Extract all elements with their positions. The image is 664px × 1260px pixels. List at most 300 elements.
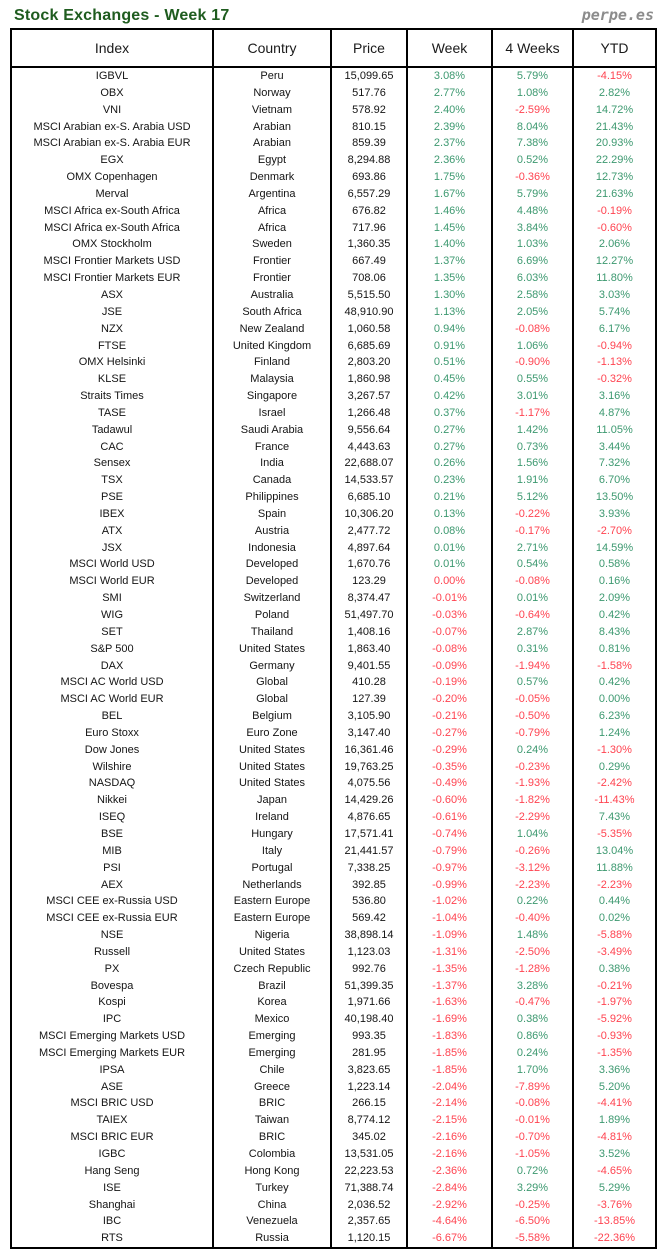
index-cell: NASDAQ xyxy=(11,775,213,792)
table-row xyxy=(11,270,656,287)
index-cell: TAIEX xyxy=(11,1112,213,1129)
country-cell: Japan xyxy=(213,792,331,809)
ytd-cell: 7.32% xyxy=(573,455,656,472)
ytd-cell: 11.88% xyxy=(573,860,656,877)
country-cell: New Zealand xyxy=(213,321,331,338)
index-cell: FTSE xyxy=(11,338,213,355)
price-cell: 8,374.47 xyxy=(331,590,407,607)
table-row xyxy=(11,556,656,573)
week-cell: 1.37% xyxy=(407,253,492,270)
country-cell: United States xyxy=(213,742,331,759)
4weeks-cell: 0.54% xyxy=(492,556,573,573)
week-cell: -1.04% xyxy=(407,910,492,927)
price-cell: 48,910.90 xyxy=(331,304,407,321)
week-cell: 0.23% xyxy=(407,472,492,489)
country-cell: Greece xyxy=(213,1079,331,1096)
country-cell: Brazil xyxy=(213,978,331,995)
country-cell: Egypt xyxy=(213,152,331,169)
ytd-cell: 2.06% xyxy=(573,236,656,253)
week-cell: -0.03% xyxy=(407,607,492,624)
price-cell: 1,120.15 xyxy=(331,1230,407,1248)
4weeks-cell: -0.08% xyxy=(492,321,573,338)
index-cell: BEL xyxy=(11,708,213,725)
index-cell: MSCI Arabian ex-S. Arabia USD xyxy=(11,119,213,136)
4weeks-cell: -2.23% xyxy=(492,877,573,894)
4weeks-cell: 1.08% xyxy=(492,85,573,102)
4weeks-cell: 1.42% xyxy=(492,422,573,439)
country-cell: Philippines xyxy=(213,489,331,506)
week-cell: 0.26% xyxy=(407,455,492,472)
index-cell: Tadawul xyxy=(11,422,213,439)
ytd-cell: 4.87% xyxy=(573,405,656,422)
4weeks-cell: -0.01% xyxy=(492,1112,573,1129)
table-row xyxy=(11,826,656,843)
index-cell: Dow Jones xyxy=(11,742,213,759)
country-cell: Frontier xyxy=(213,253,331,270)
country-cell: Hungary xyxy=(213,826,331,843)
table-row xyxy=(11,220,656,237)
index-cell: Straits Times xyxy=(11,388,213,405)
week-cell: 1.67% xyxy=(407,186,492,203)
4weeks-cell: 1.04% xyxy=(492,826,573,843)
4weeks-cell: 0.86% xyxy=(492,1028,573,1045)
4weeks-cell: 0.01% xyxy=(492,590,573,607)
4weeks-cell: 3.28% xyxy=(492,978,573,995)
country-cell: Germany xyxy=(213,658,331,675)
price-cell: 676.82 xyxy=(331,203,407,220)
country-cell: Austria xyxy=(213,523,331,540)
index-cell: MSCI CEE ex-Russia USD xyxy=(11,893,213,910)
price-cell: 1,266.48 xyxy=(331,405,407,422)
4weeks-cell: -0.17% xyxy=(492,523,573,540)
index-cell: Euro Stoxx xyxy=(11,725,213,742)
week-cell: -0.21% xyxy=(407,708,492,725)
ytd-cell: 0.44% xyxy=(573,893,656,910)
country-cell: Sweden xyxy=(213,236,331,253)
week-cell: -2.36% xyxy=(407,1163,492,1180)
table-row xyxy=(11,590,656,607)
4weeks-cell: 0.57% xyxy=(492,674,573,691)
week-cell: 1.13% xyxy=(407,304,492,321)
ytd-cell: 0.81% xyxy=(573,641,656,658)
table-row xyxy=(11,658,656,675)
4weeks-cell: -0.08% xyxy=(492,1095,573,1112)
week-cell: -1.09% xyxy=(407,927,492,944)
index-cell: Merval xyxy=(11,186,213,203)
ytd-cell: 3.16% xyxy=(573,388,656,405)
4weeks-cell: -1.94% xyxy=(492,658,573,675)
index-cell: MSCI Arabian ex-S. Arabia EUR xyxy=(11,135,213,152)
4weeks-cell: 1.06% xyxy=(492,338,573,355)
4weeks-cell: -0.47% xyxy=(492,994,573,1011)
country-cell: Arabian xyxy=(213,135,331,152)
price-cell: 71,388.74 xyxy=(331,1180,407,1197)
table-row xyxy=(11,708,656,725)
index-cell: DAX xyxy=(11,658,213,675)
price-cell: 4,876.65 xyxy=(331,809,407,826)
table-row xyxy=(11,371,656,388)
4weeks-cell: -0.79% xyxy=(492,725,573,742)
table-row xyxy=(11,489,656,506)
4weeks-cell: -0.05% xyxy=(492,691,573,708)
price-cell: 859.39 xyxy=(331,135,407,152)
price-cell: 51,497.70 xyxy=(331,607,407,624)
table-row xyxy=(11,978,656,995)
week-cell: 0.42% xyxy=(407,388,492,405)
table-row xyxy=(11,304,656,321)
4weeks-cell: 0.24% xyxy=(492,1045,573,1062)
week-cell: 0.00% xyxy=(407,573,492,590)
col-header-index: Index xyxy=(11,29,213,67)
table-row xyxy=(11,927,656,944)
table-row xyxy=(11,388,656,405)
country-cell: Russia xyxy=(213,1230,331,1248)
4weeks-cell: 1.91% xyxy=(492,472,573,489)
week-cell: 1.46% xyxy=(407,203,492,220)
country-cell: Netherlands xyxy=(213,877,331,894)
week-cell: 3.08% xyxy=(407,67,492,85)
ytd-cell: 3.03% xyxy=(573,287,656,304)
4weeks-cell: 3.01% xyxy=(492,388,573,405)
country-cell: China xyxy=(213,1197,331,1214)
index-cell: TSX xyxy=(11,472,213,489)
country-cell: South Africa xyxy=(213,304,331,321)
week-cell: 2.36% xyxy=(407,152,492,169)
4weeks-cell: 2.05% xyxy=(492,304,573,321)
table-row xyxy=(11,725,656,742)
4weeks-cell: -2.50% xyxy=(492,944,573,961)
4weeks-cell: -0.23% xyxy=(492,759,573,776)
price-cell: 266.15 xyxy=(331,1095,407,1112)
index-cell: MIB xyxy=(11,843,213,860)
table-row xyxy=(11,624,656,641)
week-cell: 0.01% xyxy=(407,556,492,573)
price-cell: 578.92 xyxy=(331,102,407,119)
table-row xyxy=(11,742,656,759)
ytd-cell: 0.38% xyxy=(573,961,656,978)
index-cell: MSCI Frontier Markets EUR xyxy=(11,270,213,287)
week-cell: -2.16% xyxy=(407,1129,492,1146)
index-cell: SMI xyxy=(11,590,213,607)
table-row xyxy=(11,85,656,102)
index-cell: IBC xyxy=(11,1213,213,1230)
4weeks-cell: -0.64% xyxy=(492,607,573,624)
ytd-cell: 2.09% xyxy=(573,590,656,607)
price-cell: 8,294.88 xyxy=(331,152,407,169)
4weeks-cell: 2.87% xyxy=(492,624,573,641)
ytd-cell: -0.60% xyxy=(573,220,656,237)
ytd-cell: 2.82% xyxy=(573,85,656,102)
index-cell: S&P 500 xyxy=(11,641,213,658)
col-header-price: Price xyxy=(331,29,407,67)
index-cell: MSCI AC World EUR xyxy=(11,691,213,708)
table-row xyxy=(11,67,656,85)
price-cell: 1,223.14 xyxy=(331,1079,407,1096)
table-row xyxy=(11,944,656,961)
ytd-cell: -2.23% xyxy=(573,877,656,894)
table-row xyxy=(11,523,656,540)
country-cell: Chile xyxy=(213,1062,331,1079)
week-cell: -0.27% xyxy=(407,725,492,742)
table-row xyxy=(11,1230,656,1248)
ytd-cell: 21.63% xyxy=(573,186,656,203)
week-cell: -1.69% xyxy=(407,1011,492,1028)
week-cell: 0.27% xyxy=(407,439,492,456)
country-cell: United States xyxy=(213,641,331,658)
ytd-cell: 14.72% xyxy=(573,102,656,119)
week-cell: -4.64% xyxy=(407,1213,492,1230)
ytd-cell: 0.42% xyxy=(573,674,656,691)
ytd-cell: 11.05% xyxy=(573,422,656,439)
week-cell: 0.27% xyxy=(407,422,492,439)
country-cell: Singapore xyxy=(213,388,331,405)
price-cell: 5,515.50 xyxy=(331,287,407,304)
country-cell: France xyxy=(213,439,331,456)
week-cell: 1.30% xyxy=(407,287,492,304)
4weeks-cell: -0.26% xyxy=(492,843,573,860)
week-cell: 0.08% xyxy=(407,523,492,540)
table-row xyxy=(11,843,656,860)
ytd-cell: 20.93% xyxy=(573,135,656,152)
country-cell: Australia xyxy=(213,287,331,304)
table-row xyxy=(11,1213,656,1230)
table-row xyxy=(11,253,656,270)
price-cell: 410.28 xyxy=(331,674,407,691)
country-cell: Finland xyxy=(213,354,331,371)
ytd-cell: 0.00% xyxy=(573,691,656,708)
country-cell: Arabian xyxy=(213,119,331,136)
price-cell: 708.06 xyxy=(331,270,407,287)
index-cell: VNI xyxy=(11,102,213,119)
brand-watermark: perpe.es xyxy=(581,6,654,24)
table-row xyxy=(11,1062,656,1079)
price-cell: 1,060.58 xyxy=(331,321,407,338)
week-cell: -0.79% xyxy=(407,843,492,860)
ytd-cell: -0.32% xyxy=(573,371,656,388)
country-cell: Developed xyxy=(213,556,331,573)
index-cell: MSCI World EUR xyxy=(11,573,213,590)
4weeks-cell: 3.84% xyxy=(492,220,573,237)
price-cell: 9,556.64 xyxy=(331,422,407,439)
index-cell: Shanghai xyxy=(11,1197,213,1214)
price-cell: 1,360.35 xyxy=(331,236,407,253)
ytd-cell: 12.73% xyxy=(573,169,656,186)
col-header-country: Country xyxy=(213,29,331,67)
table-row xyxy=(11,1028,656,1045)
table-row xyxy=(11,354,656,371)
table-row xyxy=(11,203,656,220)
index-cell: ISEQ xyxy=(11,809,213,826)
4weeks-cell: -6.50% xyxy=(492,1213,573,1230)
table-row xyxy=(11,1011,656,1028)
price-cell: 15,099.65 xyxy=(331,67,407,85)
country-cell: Argentina xyxy=(213,186,331,203)
table-row xyxy=(11,573,656,590)
4weeks-cell: 1.56% xyxy=(492,455,573,472)
country-cell: Peru xyxy=(213,67,331,85)
ytd-cell: 3.52% xyxy=(573,1146,656,1163)
ytd-cell: 3.93% xyxy=(573,506,656,523)
4weeks-cell: -0.50% xyxy=(492,708,573,725)
price-cell: 2,036.52 xyxy=(331,1197,407,1214)
week-cell: 0.51% xyxy=(407,354,492,371)
country-cell: Czech Republic xyxy=(213,961,331,978)
index-cell: NZX xyxy=(11,321,213,338)
ytd-cell: -5.88% xyxy=(573,927,656,944)
price-cell: 51,399.35 xyxy=(331,978,407,995)
ytd-cell: 6.23% xyxy=(573,708,656,725)
price-cell: 1,670.76 xyxy=(331,556,407,573)
price-cell: 1,971.66 xyxy=(331,994,407,1011)
price-cell: 6,557.29 xyxy=(331,186,407,203)
table-row xyxy=(11,1146,656,1163)
table-row xyxy=(11,422,656,439)
country-cell: Italy xyxy=(213,843,331,860)
page-title: Stock Exchanges - Week 17 xyxy=(14,7,230,24)
col-header-ytd: YTD xyxy=(573,29,656,67)
week-cell: 0.94% xyxy=(407,321,492,338)
week-cell: -1.02% xyxy=(407,893,492,910)
week-cell: 0.91% xyxy=(407,338,492,355)
ytd-cell: 0.42% xyxy=(573,607,656,624)
price-cell: 38,898.14 xyxy=(331,927,407,944)
4weeks-cell: -1.05% xyxy=(492,1146,573,1163)
ytd-cell: -4.81% xyxy=(573,1129,656,1146)
country-cell: Venezuela xyxy=(213,1213,331,1230)
index-cell: IGBC xyxy=(11,1146,213,1163)
table-row xyxy=(11,506,656,523)
index-cell: MSCI BRIC EUR xyxy=(11,1129,213,1146)
ytd-cell: 5.29% xyxy=(573,1180,656,1197)
index-cell: ATX xyxy=(11,523,213,540)
table-row xyxy=(11,641,656,658)
table-row xyxy=(11,1163,656,1180)
ytd-cell: -0.19% xyxy=(573,203,656,220)
table-row xyxy=(11,775,656,792)
table-row xyxy=(11,893,656,910)
table-row xyxy=(11,1095,656,1112)
index-cell: PX xyxy=(11,961,213,978)
price-cell: 9,401.55 xyxy=(331,658,407,675)
4weeks-cell: 8.04% xyxy=(492,119,573,136)
table-row xyxy=(11,759,656,776)
4weeks-cell: 0.31% xyxy=(492,641,573,658)
week-cell: -6.67% xyxy=(407,1230,492,1248)
col-header-week: Week xyxy=(407,29,492,67)
index-cell: SET xyxy=(11,624,213,641)
week-cell: -2.15% xyxy=(407,1112,492,1129)
table-row xyxy=(11,321,656,338)
country-cell: Emerging xyxy=(213,1028,331,1045)
country-cell: Thailand xyxy=(213,624,331,641)
4weeks-cell: 1.70% xyxy=(492,1062,573,1079)
index-cell: AEX xyxy=(11,877,213,894)
index-cell: WIG xyxy=(11,607,213,624)
price-cell: 517.76 xyxy=(331,85,407,102)
4weeks-cell: 5.79% xyxy=(492,67,573,85)
country-cell: United States xyxy=(213,759,331,776)
country-cell: Saudi Arabia xyxy=(213,422,331,439)
price-cell: 14,533.57 xyxy=(331,472,407,489)
col-header-4weeks: 4 Weeks xyxy=(492,29,573,67)
week-cell: 2.39% xyxy=(407,119,492,136)
week-cell: 2.37% xyxy=(407,135,492,152)
table-row xyxy=(11,1112,656,1129)
table-row xyxy=(11,439,656,456)
ytd-cell: 21.43% xyxy=(573,119,656,136)
country-cell: Portugal xyxy=(213,860,331,877)
4weeks-cell: 6.03% xyxy=(492,270,573,287)
4weeks-cell: 0.72% xyxy=(492,1163,573,1180)
ytd-cell: 0.02% xyxy=(573,910,656,927)
week-cell: -2.14% xyxy=(407,1095,492,1112)
country-cell: Global xyxy=(213,674,331,691)
4weeks-cell: -1.93% xyxy=(492,775,573,792)
table-row xyxy=(11,236,656,253)
week-cell: 0.13% xyxy=(407,506,492,523)
ytd-cell: -4.65% xyxy=(573,1163,656,1180)
week-cell: -0.49% xyxy=(407,775,492,792)
index-cell: IPC xyxy=(11,1011,213,1028)
ytd-cell: 14.59% xyxy=(573,540,656,557)
index-cell: PSE xyxy=(11,489,213,506)
ytd-cell: 0.16% xyxy=(573,573,656,590)
country-cell: Africa xyxy=(213,203,331,220)
4weeks-cell: -0.40% xyxy=(492,910,573,927)
table-row xyxy=(11,135,656,152)
table-row xyxy=(11,152,656,169)
index-cell: MSCI Frontier Markets USD xyxy=(11,253,213,270)
ytd-cell: 3.36% xyxy=(573,1062,656,1079)
week-cell: 0.37% xyxy=(407,405,492,422)
ytd-cell: -22.36% xyxy=(573,1230,656,1248)
week-cell: 2.40% xyxy=(407,102,492,119)
country-cell: United States xyxy=(213,775,331,792)
index-cell: ISE xyxy=(11,1180,213,1197)
index-cell: MSCI BRIC USD xyxy=(11,1095,213,1112)
price-cell: 1,408.16 xyxy=(331,624,407,641)
ytd-cell: -1.58% xyxy=(573,658,656,675)
ytd-cell: 1.89% xyxy=(573,1112,656,1129)
week-cell: 0.45% xyxy=(407,371,492,388)
country-cell: Africa xyxy=(213,220,331,237)
ytd-cell: 12.27% xyxy=(573,253,656,270)
table-row xyxy=(11,994,656,1011)
index-cell: OBX xyxy=(11,85,213,102)
week-cell: -1.83% xyxy=(407,1028,492,1045)
4weeks-cell: 1.03% xyxy=(492,236,573,253)
price-cell: 6,685.10 xyxy=(331,489,407,506)
week-cell: -0.29% xyxy=(407,742,492,759)
4weeks-cell: 3.29% xyxy=(492,1180,573,1197)
4weeks-cell: -0.25% xyxy=(492,1197,573,1214)
4weeks-cell: 0.38% xyxy=(492,1011,573,1028)
index-cell: MSCI CEE ex-Russia EUR xyxy=(11,910,213,927)
4weeks-cell: -1.17% xyxy=(492,405,573,422)
price-cell: 16,361.46 xyxy=(331,742,407,759)
4weeks-cell: -1.82% xyxy=(492,792,573,809)
week-cell: -0.08% xyxy=(407,641,492,658)
ytd-cell: -11.43% xyxy=(573,792,656,809)
price-cell: 123.29 xyxy=(331,573,407,590)
index-cell: CAC xyxy=(11,439,213,456)
price-cell: 8,774.12 xyxy=(331,1112,407,1129)
table-row xyxy=(11,961,656,978)
price-cell: 2,803.20 xyxy=(331,354,407,371)
table-row xyxy=(11,877,656,894)
ytd-cell: -0.94% xyxy=(573,338,656,355)
country-cell: Vietnam xyxy=(213,102,331,119)
